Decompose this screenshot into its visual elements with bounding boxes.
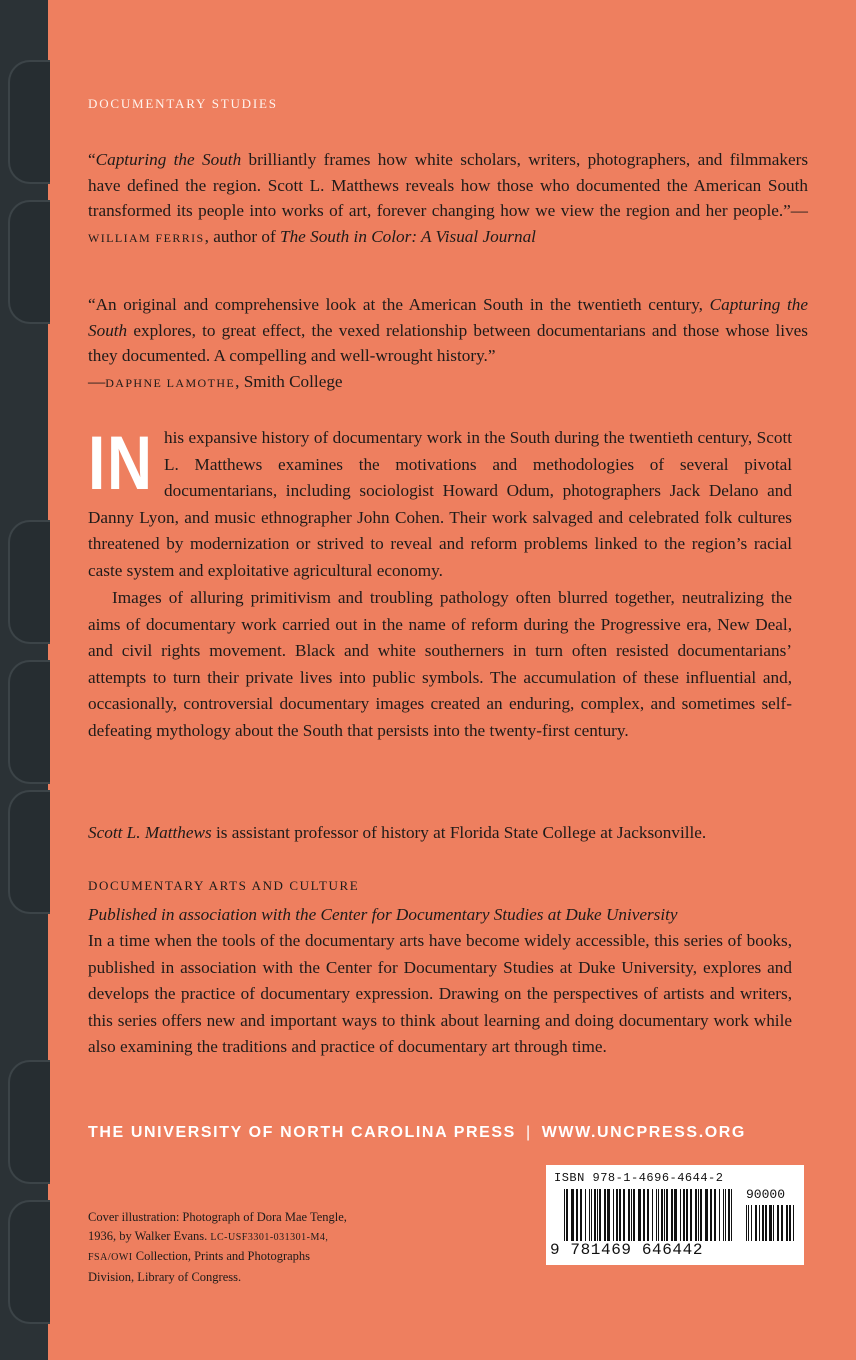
barcode-bar [786, 1205, 788, 1241]
quote-dash: — [88, 371, 106, 391]
barcode-bar [789, 1205, 791, 1241]
film-sprocket [8, 60, 50, 184]
quote-author: WILLIAM FERRIS [88, 230, 205, 245]
credit-suffix: Collection, Prints and Photographs Division, Library of Congress. [88, 1249, 311, 1284]
barcode-bar [746, 1205, 747, 1241]
barcode-bar [777, 1205, 779, 1241]
quote-lead: “An original and comprehensive look at the American South in the twentieth century, [88, 295, 710, 314]
isbn-label: ISBN 978-1-4696-4644-2 [554, 1171, 724, 1185]
barcode-bar [623, 1189, 625, 1241]
price-code: 90000 [746, 1187, 786, 1202]
barcode-bar [759, 1205, 760, 1241]
barcode-bar [647, 1189, 649, 1241]
barcode-bar [571, 1189, 574, 1241]
barcode-bar [604, 1189, 606, 1241]
barcode-bar [619, 1189, 621, 1241]
barcode-bar [666, 1189, 668, 1241]
barcode-bar [631, 1189, 632, 1241]
description-paragraph-2: Images of alluring primitivism and troubling pathology often blurred together, neutralizing the aims of documentary work carried out in the name of reform during the Progressive era, New Deal, and civil rights movement. Black and white southerners in turn often resisted documentarians’ attempts to turn their private lives into public symbols. The accumulation of these influential and, occasionally, controversial documentary images created an enduring, complex, and sometimes self-defeating mythology about the South that persists into the twenty-first century. [88, 588, 792, 740]
book-description [88, 421, 792, 744]
barcode-bar [781, 1205, 783, 1241]
film-sprocket [8, 790, 50, 914]
barcode-bar [616, 1189, 618, 1241]
credit-code: LC-USF3301-031301-M4, FSA/OWI [88, 1231, 329, 1263]
isbn-barcode [546, 1165, 804, 1265]
barcode-bar [731, 1189, 732, 1241]
barcode-bar [564, 1189, 565, 1241]
film-sprocket [8, 1060, 50, 1184]
barcode-bar [597, 1189, 598, 1241]
film-sprocket [8, 520, 50, 644]
barcode-bar [591, 1189, 592, 1241]
barcode-bar [680, 1189, 681, 1241]
quote-affiliation: The South in Color: A Visual Journal [280, 226, 536, 246]
barcode-bar [686, 1189, 688, 1241]
barcode-bar [762, 1205, 764, 1241]
barcode-bar [793, 1205, 794, 1241]
publisher-separator: | [525, 1124, 532, 1141]
barcode-bar [585, 1189, 586, 1241]
barcode-bar [690, 1189, 692, 1241]
barcode-bar [723, 1189, 724, 1241]
barcode-bar [589, 1189, 590, 1241]
barcode-bar [599, 1189, 601, 1241]
film-strip-border [0, 0, 48, 1360]
barcode-bar [652, 1189, 653, 1241]
barcode-bar [769, 1205, 772, 1241]
series-heading: DOCUMENTARY ARTS AND CULTURE [88, 878, 360, 893]
series-subtitle: Published in association with the Center for Documentary Studies at Duke University [88, 905, 678, 924]
barcode-bar [594, 1189, 596, 1241]
barcode-bar [607, 1189, 610, 1241]
barcode-bar [628, 1189, 630, 1241]
barcode-bar [580, 1189, 582, 1241]
barcode-bar [719, 1189, 720, 1241]
barcode-bar [613, 1189, 614, 1241]
barcode-bar [633, 1189, 635, 1241]
barcode-bar [674, 1189, 677, 1241]
film-sprocket [8, 200, 50, 324]
barcode-bar [643, 1189, 645, 1241]
description-paragraph-1: his expansive history of documentary work in the South during the twentieth century, Scott L. Matthews examines the motivations and methodologies of several pivotal documentarians, including sociologist Howard Odum, photographers Jack Delano and Danny Lyon, and music ethnographer John Cohen. Their work salvaged and celebrated folk cultures threatened by modernization or strived to reveal and reform problems linked to the region’s racial caste system and exploitative agricultural economy. [88, 428, 792, 580]
barcode-bar [658, 1189, 659, 1241]
barcode-bar [698, 1189, 699, 1241]
endorsement-quote-2 [88, 292, 808, 396]
author-bio-text: is assistant professor of history at Florida State College at Jacksonville. [211, 823, 707, 842]
barcode-bar [664, 1189, 665, 1241]
series-description: In a time when the tools of the documentary arts have become widely accessible, this series of books, published in association with the Center for Documentary Studies at Duke University, explores and develops the practice of documentary expression. Drawing on the perspectives of artists and writers, this series offers new and important ways to think about learning and doing documentary work while also examining the traditions and practice of documentary art through time. [88, 931, 792, 1056]
barcode-bar [710, 1189, 712, 1241]
barcode-bar [671, 1189, 673, 1241]
cover-credit [88, 1208, 348, 1286]
credit-prefix: Cover illustration: Photograph of Dora Mae Tengle, 1936, by Walker Evans. [88, 1210, 347, 1243]
book-title: Capturing the South [88, 295, 808, 340]
quote-body: brilliantly frames how white scholars, writers, photographers, and filmmakers have defined the region. Scott L. Matthews reveals how those who documented the American South transformed its people into works of art, forever changing how we view the region and her people.”— [88, 150, 809, 220]
book-title: Capturing the South [95, 150, 242, 169]
film-sprocket [8, 660, 50, 784]
category-kicker: DOCUMENTARY STUDIES [88, 96, 278, 111]
author-bio [88, 820, 808, 845]
quote-author: DAPHNE LAMOTHE [105, 375, 236, 390]
barcode-bar [728, 1189, 730, 1241]
drop-cap: IN [88, 421, 154, 506]
quote-body: explores, to great effect, the vexed relationship between documentarians and those whose lives they documented. A compelling and well-wrought history.” [88, 320, 808, 365]
barcode-bar [661, 1189, 663, 1241]
barcode-bar [714, 1189, 716, 1241]
publisher-website: WWW.UNCPRESS.ORG [541, 1124, 746, 1141]
barcode-bar [683, 1189, 685, 1241]
barcode-bar [638, 1189, 641, 1241]
publisher-line [88, 1124, 746, 1142]
barcode-digits: 9 781469 646442 [550, 1241, 704, 1259]
barcode-bar [700, 1189, 702, 1241]
barcode-bar [725, 1189, 726, 1241]
quote-affiliation: , Smith College [235, 371, 343, 391]
author-name: Scott L. Matthews [88, 823, 212, 842]
endorsement-quote-1: “Capturing the South brilliantly frames how white scholars, writers, photographers, and filmmakers have defined the region. Scott L. Matthews reveals how those who documented the American South transformed its people into works of art, forever changing how we view the region and her people.”—WILLIAM FERRIS, author of The South in Color: A Visual Journal [88, 150, 809, 246]
barcode-bar [695, 1189, 697, 1241]
barcode-bar [755, 1205, 757, 1241]
barcode-bar [773, 1205, 774, 1241]
barcode-bar [765, 1205, 767, 1241]
barcode-bar [748, 1205, 749, 1241]
barcode-bar [751, 1205, 752, 1241]
barcode-bar [566, 1189, 568, 1241]
quote-affiliation-prefix: , author of [204, 226, 281, 246]
publisher-name: THE UNIVERSITY OF NORTH CAROLINA PRESS [88, 1124, 516, 1141]
barcode-bar [656, 1189, 657, 1241]
barcode-bar [576, 1189, 578, 1241]
film-sprocket [8, 1200, 50, 1324]
barcode-bar [705, 1189, 708, 1241]
